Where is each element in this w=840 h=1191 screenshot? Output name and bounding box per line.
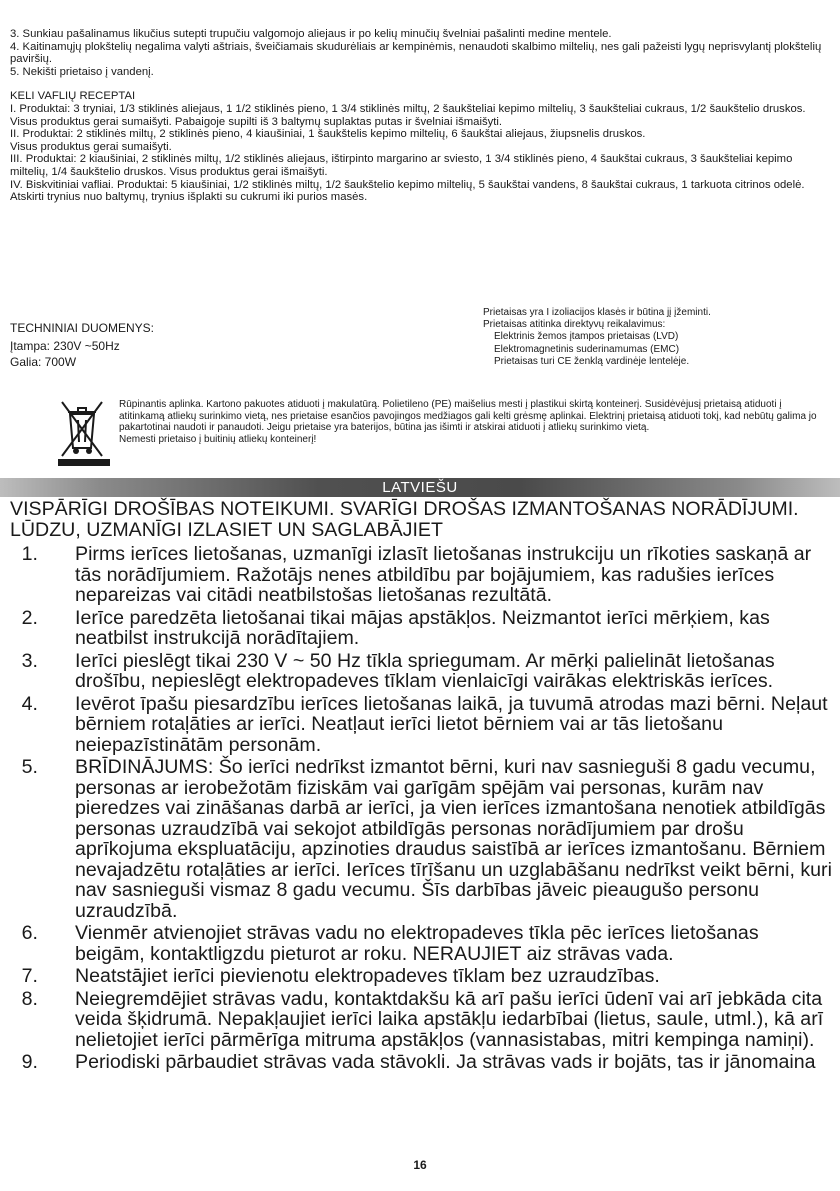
page-number: 16 (413, 1158, 427, 1172)
ce-mark-note: Prietaisas turi CE ženklą vardinėje lentelėje. (494, 355, 690, 367)
item-number: 1. (21, 543, 38, 565)
safety-item-9 (10, 1052, 832, 1073)
item-number: 8. (21, 987, 38, 1010)
cleaning-and-recipes-section (10, 28, 830, 204)
item-text: Periodiski pārbaudiet strāvas vada stāvokli. Ja strāvas vads ir bojāts, tas ir jānomaina (75, 1051, 816, 1073)
technical-power: Galia: 700W (10, 355, 77, 369)
item-text: Pirms ierīces lietošanas, uzmanīgi izlasīt lietošanas instrukciju un rīkoties saskaņā ar tās norādījumiem. Ražotājs nenes atbildību par bojājumiem, kas radušies ierīces nepareizas vai citādi neatbilstošas lietošanas rezultātā. (75, 543, 812, 606)
safety-item-7 (10, 966, 832, 987)
item-text: Ievērot īpašu piesardzību ierīces lietošanas laikā, ja tuvumā atrodas mazi bērni. Neļaut bērniem rotaļāties ar ierīci. Neatļaut ierīci lietot bērniem vai ar tās lietošanu neiepazīstinātām personām. (75, 692, 828, 756)
directives-note: Prietaisas atitinka direktyvų reikalavimus: (483, 319, 666, 331)
cleaning-step-4: 4. Kaitinamųjų plokštelių negalima valyti aštriais, šveičiamais skudurėliais ar kempinėmis, nenaudoti skalbimo miltelių, nes gali pažeisti lygų neprisvylantį plokštelių paviršių. (10, 40, 822, 66)
language-section-bar (0, 478, 840, 497)
spacer (10, 78, 830, 90)
item-number: 9. (21, 1051, 38, 1073)
language-label: LATVIEŠU (382, 479, 458, 496)
item-number: 4. (21, 692, 38, 715)
safety-item-6 (10, 923, 832, 964)
recipe-2-ingredients: II. Produktai: 2 stiklinės miltų, 2 stiklinės pieno, 4 kiaušiniai, 1 šaukštelis kepimo miltelių, 6 šaukštai aliejaus, žiupsnelis druskos. (10, 128, 646, 141)
recipe-1-ingredients: I. Produktai: 3 tryniai, 1/3 stiklinės aliejaus, 1 1/2 stiklinės pieno, 1 3/4 stiklinės miltų, 2 šaukšteliai kepimo miltelių, 3 šaukšteliai cukraus, 1/2 šaukštelio druskos. (10, 102, 806, 115)
insulation-class-note: Prietaisas yra I izoliacijos klasės ir būtina jį įžeminti. (483, 307, 711, 318)
safety-heading: VISPĀRĪGI DROŠĪBAS NOTEIKUMI. SVARĪGI DROŠAS IZMANTOŠANAS NORĀDĪJUMI. LŪDZU, UZMANĪGI IZLASIET UN SAGLABĀJIET (10, 498, 799, 541)
item-number: 3. (21, 649, 38, 672)
item-text: Vienmēr atvienojiet strāvas vadu no elektropadeves tīkla pēc ierīces lietošanas beigām, kontaktligzdu pieturot ar roku. NERAUJIET aiz strāvas vada. (75, 922, 759, 965)
safety-item-8 (10, 989, 832, 1051)
directive-lvd: Elektrinis žemos įtampos prietaisas (LVD) (494, 331, 679, 343)
safety-item-4 (10, 694, 832, 756)
cleaning-step-3: 3. Sunkiau pašalinamus likučius sutepti trupučiu valgomojo aliejaus ir po kelių minučių švelniai pašalinti medine mentele. (10, 28, 612, 40)
recycle-bar (58, 459, 110, 466)
recipe-4-method: Atskirti trynius nuo baltymų, trynius išplakti su cukrumi iki purios masės. (10, 191, 368, 204)
recipes-title: KELI VAFLIŲ RECEPTAI (10, 90, 136, 103)
recipe-1-method: Visus produktus gerai sumaišyti. Pabaigoje supilti iš 3 baltymų suplaktas putas ir švelniai išmaišyti. (10, 115, 503, 128)
safety-instructions (10, 499, 832, 1075)
environment-note (119, 399, 829, 445)
recipe-2-method: Visus produktus gerai sumaišyti. (10, 140, 172, 153)
technical-voltage: Įtampa: 230V ~50Hz (10, 339, 120, 353)
directive-emc: Elektromagnetinis suderinamumas (EMC) (494, 343, 680, 355)
technical-data-title: TECHNINIAI DUOMENYS: (10, 321, 155, 335)
cleaning-step-5: 5. Nekišti prietaiso į vandenį. (10, 65, 154, 78)
safety-list (10, 544, 832, 1073)
safety-item-1 (10, 544, 832, 606)
safety-item-5 (10, 757, 832, 921)
item-number: 5. (21, 756, 38, 778)
item-number: 6. (21, 922, 38, 944)
item-text: Ierīce paredzēta lietošanai tikai mājas apstākļos. Neizmantot ierīci mērķiem, kas neatbilst instrukcijā norādītajiem. (75, 606, 770, 649)
item-text: BRĪDINĀJUMS: Šo ierīci nedrīkst izmantot bērni, kuri nav sasnieguši 8 gadu vecumu, personas ar ierobežotām fiziskām vai garīgām spējām vai personas, kurām nav pieredzes vai zināšanas darbā ar ierīci, ja vien ierīces izmantošana nenotiek atbildīgās personas uzraudzībā vai sekojot atbildīgās personas norādījumiem par drošu aprīkojuma ekspluatāciju, apzinoties draudus saistībā ar ierīces izmantošanu. Bērniem nevajadzētu rotaļāties ar ierīci. Ierīces tīrīšanu un uzglabāšanu nedrīkst veikt bērni, kuri nav sasnieguši vismaz 8 gadu vecumu. Šīs darbības jāveic pieaugušo personu uzraudzībā. (75, 756, 832, 922)
certification-notes (483, 307, 833, 368)
crossed-out-wheelie-bin-icon (58, 398, 106, 460)
recipe-3: III. Produktai: 2 kiaušiniai, 2 stiklinės miltų, 1/2 stiklinės aliejaus, ištirpinto margarino ar sviesto, 1 3/4 stiklinės pieno, 4 šaukštai cukraus, 3 šaukšteliai kepimo miltelių, 1/4 šaukštelio druskos. Visus produktus gerai išmaišyti. (10, 153, 793, 178)
safety-item-2 (10, 608, 832, 649)
environment-text: Rūpinantis aplinka. Kartono pakuotes atiduoti į makulatūrą. Polietileno (PE) maišelius mesti į plastikui skirtą konteinerį. Susidėvėjusį prietaisą atiduoti į atitinkamą atliekų surinkimo vietą, nes prietaise esančios pavojingos medžiagos gali kelti grėsmę aplinkai. Elektrinį prietaisą atiduoti tokį, kad nebūtų galima jo pakartotinai naudoti ir panaudoti. Jeigu prietaise yra baterijos, būtina jas išimti ir atskirai atiduoti į atliekų surinkimo vietą. (119, 399, 817, 434)
item-text: Neiegremdējiet strāvas vadu, kontaktdakšu kā arī pašu ierīci ūdenī vai arī jebkāda cita veida šķidrumā. Nepakļaujiet ierīci laika apstākļu iedarbībai (lietus, saule, utml.), kā arī nelietojiet ierīci pārmērīga mitruma apstākļos (vannasistabas, mitri kempinga namiņi). (75, 987, 824, 1051)
recipe-4-ingredients: IV. Biskvitiniai vafliai. Produktai: 5 kiaušiniai, 1/2 stiklinės miltų, 1/2 šaukštelio kepimo miltelių, 5 šaukštai vandens, 8 šaukštai cukraus, 1 tarkuota citrinos odelė. (10, 178, 805, 191)
technical-data (10, 320, 310, 370)
item-number: 2. (21, 606, 38, 629)
household-waste-warning: Nemesti prietaiso į buitinių atliekų konteinerį! (119, 433, 317, 445)
item-text: Ierīci pieslēgt tikai 230 V ~ 50 Hz tīkla spriegumam. Ar mērķi palielināt lietošanas drošību, nepieslēgt elektropadeves tīklam vienlaicīgi vairākas elektriskās ierīces. (75, 649, 775, 692)
safety-item-3 (10, 651, 832, 692)
item-text: Neatstājiet ierīci pievienotu elektropadeves tīklam bez uzraudzības. (75, 965, 660, 987)
item-number: 7. (21, 965, 38, 987)
